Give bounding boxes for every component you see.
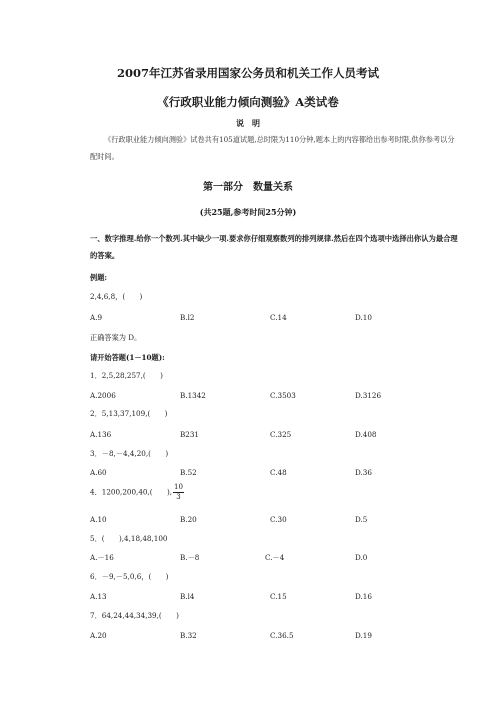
q1-option-c: C.3503 bbox=[270, 391, 296, 400]
example-option-c: C.14 bbox=[270, 313, 287, 322]
q6-option-c: C.15 bbox=[270, 592, 287, 601]
q7-option-d: D.19 bbox=[355, 631, 372, 640]
instructions-text bbox=[90, 131, 460, 165]
question-5: 5．( ),4,18,48,100 bbox=[90, 534, 168, 543]
q4-option-b: B.20 bbox=[180, 515, 197, 524]
q6-option-b: B.l4 bbox=[180, 592, 195, 601]
q4-fraction bbox=[173, 483, 184, 502]
question-6: 6．－9,－5,0,6，( ) bbox=[90, 572, 169, 581]
question-4 bbox=[90, 483, 185, 502]
q1-option-a: A.2006 bbox=[90, 391, 116, 400]
q4-fraction-numerator: 10 bbox=[174, 483, 183, 491]
q1-option-b: B.1342 bbox=[180, 391, 206, 400]
example-option-d: D.10 bbox=[355, 313, 372, 322]
instructions-heading: 说 明 bbox=[236, 118, 260, 128]
q5-option-d: D.0 bbox=[355, 553, 368, 562]
q2-option-a: A.136 bbox=[90, 430, 112, 439]
q5-option-a: A.－16 bbox=[90, 553, 114, 562]
instructions-body: 《行政职业能力倾向测验》试卷共有105道试题,总时限为110分钟,题本上的内容都给出参考时限,供你参考以分配时间。 bbox=[90, 135, 455, 161]
q3-option-d: D.36 bbox=[355, 468, 372, 477]
start-prompt: 请开始答题(1－10题): bbox=[90, 353, 165, 362]
q1-option-d: D.3126 bbox=[355, 391, 382, 400]
q6-option-a: A.13 bbox=[90, 592, 107, 601]
example-question: 2,4,6,8，( ) bbox=[90, 292, 143, 301]
q5-option-b: B.－8 bbox=[180, 553, 200, 562]
q4-fraction-denominator: 3 bbox=[176, 493, 181, 501]
question-3: 3．－8,－4,4,20,( ) bbox=[90, 449, 169, 458]
part-title: 第一部分 数量关系 bbox=[203, 182, 293, 193]
q4-option-d: D.5 bbox=[355, 515, 368, 524]
question-1: 1．2,5,28,257,( ) bbox=[90, 371, 163, 380]
q5-option-c: C.－4 bbox=[265, 553, 285, 562]
part-time-note: (共25题,参考时间25分钟) bbox=[199, 207, 297, 217]
example-option-a: A.9 bbox=[90, 313, 103, 322]
q6-option-d: D.16 bbox=[355, 592, 372, 601]
q4-text: 4．1200,200,40,( ), bbox=[90, 487, 173, 497]
section-heading: 一、数字推理.给你一个数列.其中缺少一项.要求你仔细观察数列的排列规律.然后在四个选项中选择出你认为最合理的答案。 bbox=[90, 234, 458, 260]
exam-subtitle: 《行政职业能力倾向测验》A类试卷 bbox=[157, 95, 339, 109]
example-answer: 正确答案为 D。 bbox=[90, 333, 142, 342]
question-2: 2．5,13,37,109,( ) bbox=[90, 409, 168, 418]
q7-option-a: A.20 bbox=[90, 631, 107, 640]
q2-option-c: C.325 bbox=[270, 430, 292, 439]
q3-option-b: B.52 bbox=[180, 468, 197, 477]
question-7: 7．64,24,44,34,39,( ) bbox=[90, 611, 179, 620]
exam-title: 2007年江苏省录用国家公务员和机关工作人员考试 bbox=[116, 66, 379, 80]
q2-option-d: D.408 bbox=[355, 430, 377, 439]
q3-option-a: A.60 bbox=[90, 468, 107, 477]
q2-option-b: B231 bbox=[180, 430, 200, 439]
q7-option-c: C.36.5 bbox=[270, 631, 294, 640]
example-option-b: B.l2 bbox=[180, 313, 195, 322]
q4-option-c: C.30 bbox=[270, 515, 287, 524]
q7-option-b: B.32 bbox=[180, 631, 197, 640]
q4-option-a: A.10 bbox=[90, 515, 107, 524]
q3-option-c: C.48 bbox=[270, 468, 287, 477]
example-label: 例题: bbox=[90, 273, 108, 282]
